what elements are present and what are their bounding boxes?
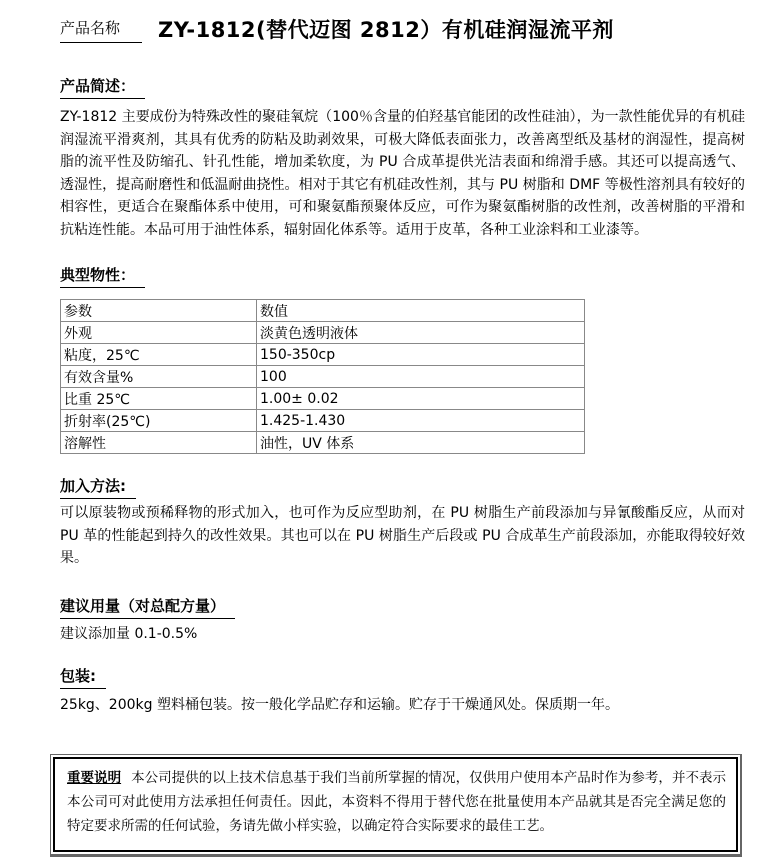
table-row xyxy=(61,366,585,388)
notice-label: 重要说明 xyxy=(67,769,122,786)
table-cell-value: 100 xyxy=(257,366,585,388)
page-title: ZY-1812(替代迈图 2812）有机硅润湿流平剂 xyxy=(158,18,614,42)
table-row xyxy=(61,344,585,366)
section-properties xyxy=(60,264,745,454)
addition-heading: 加入方法: xyxy=(60,475,136,499)
notice-text: 本公司提供的以上技术信息基于我们当前所掌握的情况，仅供用户使用本产品时作为参考，并不表示本公司可对此使用方法承担任何责任。因此，本资料不得用于替代您在批量使用本产品就其是否完全满足您的特定要求所需的任何试验，务请先做小样实验，以确定符合实际要求的最佳工艺。 xyxy=(67,769,727,834)
table-cell-value: 油性，UV 体系 xyxy=(257,432,585,454)
dosage-text: 建议添加量 0.1-0.5% xyxy=(60,625,198,642)
properties-table xyxy=(60,299,585,454)
product-name-label: 产品名称 xyxy=(60,17,142,43)
table-header-value: 数值 xyxy=(257,300,585,322)
important-notice-box xyxy=(50,754,742,857)
table-cell-param: 有效含量% xyxy=(61,366,257,388)
addition-paragraph: 可以原装物或预稀释物的形式加入，也可作为反应型助剂，在 PU 树脂生产前段添加与异氰酸酯反应，从而对 PU 革的性能起到持久的改性效果。其也可以在 PU 树脂生产后段或 PU 合成革生产前段添加，亦能取得较好效果。 xyxy=(60,505,745,566)
table-row xyxy=(61,410,585,432)
section-packaging xyxy=(60,665,745,716)
overview-paragraph: ZY-1812 主要成份为特殊改性的聚硅氧烷（100％含量的伯羟基官能团的改性硅油），为一款性能优异的有机硅润湿流平滑爽剂，其具有优秀的防粘及助剥效果，可极大降低表面张力，改善离型纸及基材的润湿性，提高树脂的流平性及防缩孔、针孔性能，增加柔软度，为 PU 合成革提供光洁表面和绵滑手感。其还可以提高透气、透湿性，提高耐磨性和低温耐曲挠性。相对于其它有机硅改性剂，其与 PU 树脂和 DMF 等极性溶剂具有较好的相容性，更适合在聚酯体系中使用，可和聚氨酯预聚体反应，可作为聚氨酯树脂的改性剂，改善树脂的平滑和抗粘连性能。本品可用于油性体系，辐射固化体系等。适用于皮革，各种工业涂料和工业漆等。 xyxy=(60,109,745,238)
properties-heading: 典型物性： xyxy=(60,264,145,288)
table-cell-param: 外观 xyxy=(61,322,257,344)
section-overview xyxy=(60,75,745,241)
table-header-row xyxy=(61,300,585,322)
table-header-param: 参数 xyxy=(61,300,257,322)
table-cell-param: 溶解性 xyxy=(61,432,257,454)
packaging-text: 25kg、200kg 塑料桶包装。按一般化学品贮存和运输。贮存于干燥通风处。保质期一年。 xyxy=(60,696,619,713)
overview-heading: 产品简述： xyxy=(60,75,145,99)
table-cell-value: 1.00± 0.02 xyxy=(257,388,585,410)
title-row xyxy=(60,14,745,44)
table-row xyxy=(61,388,585,410)
section-dosage xyxy=(60,595,745,645)
table-row xyxy=(61,322,585,344)
table-row xyxy=(61,432,585,454)
table-cell-value: 1.425-1.430 xyxy=(257,410,585,432)
table-cell-value: 150-350cp xyxy=(257,344,585,366)
important-notice-content xyxy=(53,757,738,852)
dosage-heading: 建议用量（对总配方量） xyxy=(60,595,235,619)
table-cell-param: 比重 25℃ xyxy=(61,388,257,410)
table-cell-value: 淡黄色透明液体 xyxy=(257,322,585,344)
table-cell-param: 折射率(25℃) xyxy=(61,410,257,432)
section-addition xyxy=(60,475,745,570)
packaging-heading: 包装: xyxy=(60,665,106,689)
table-cell-param: 粘度，25℃ xyxy=(61,344,257,366)
